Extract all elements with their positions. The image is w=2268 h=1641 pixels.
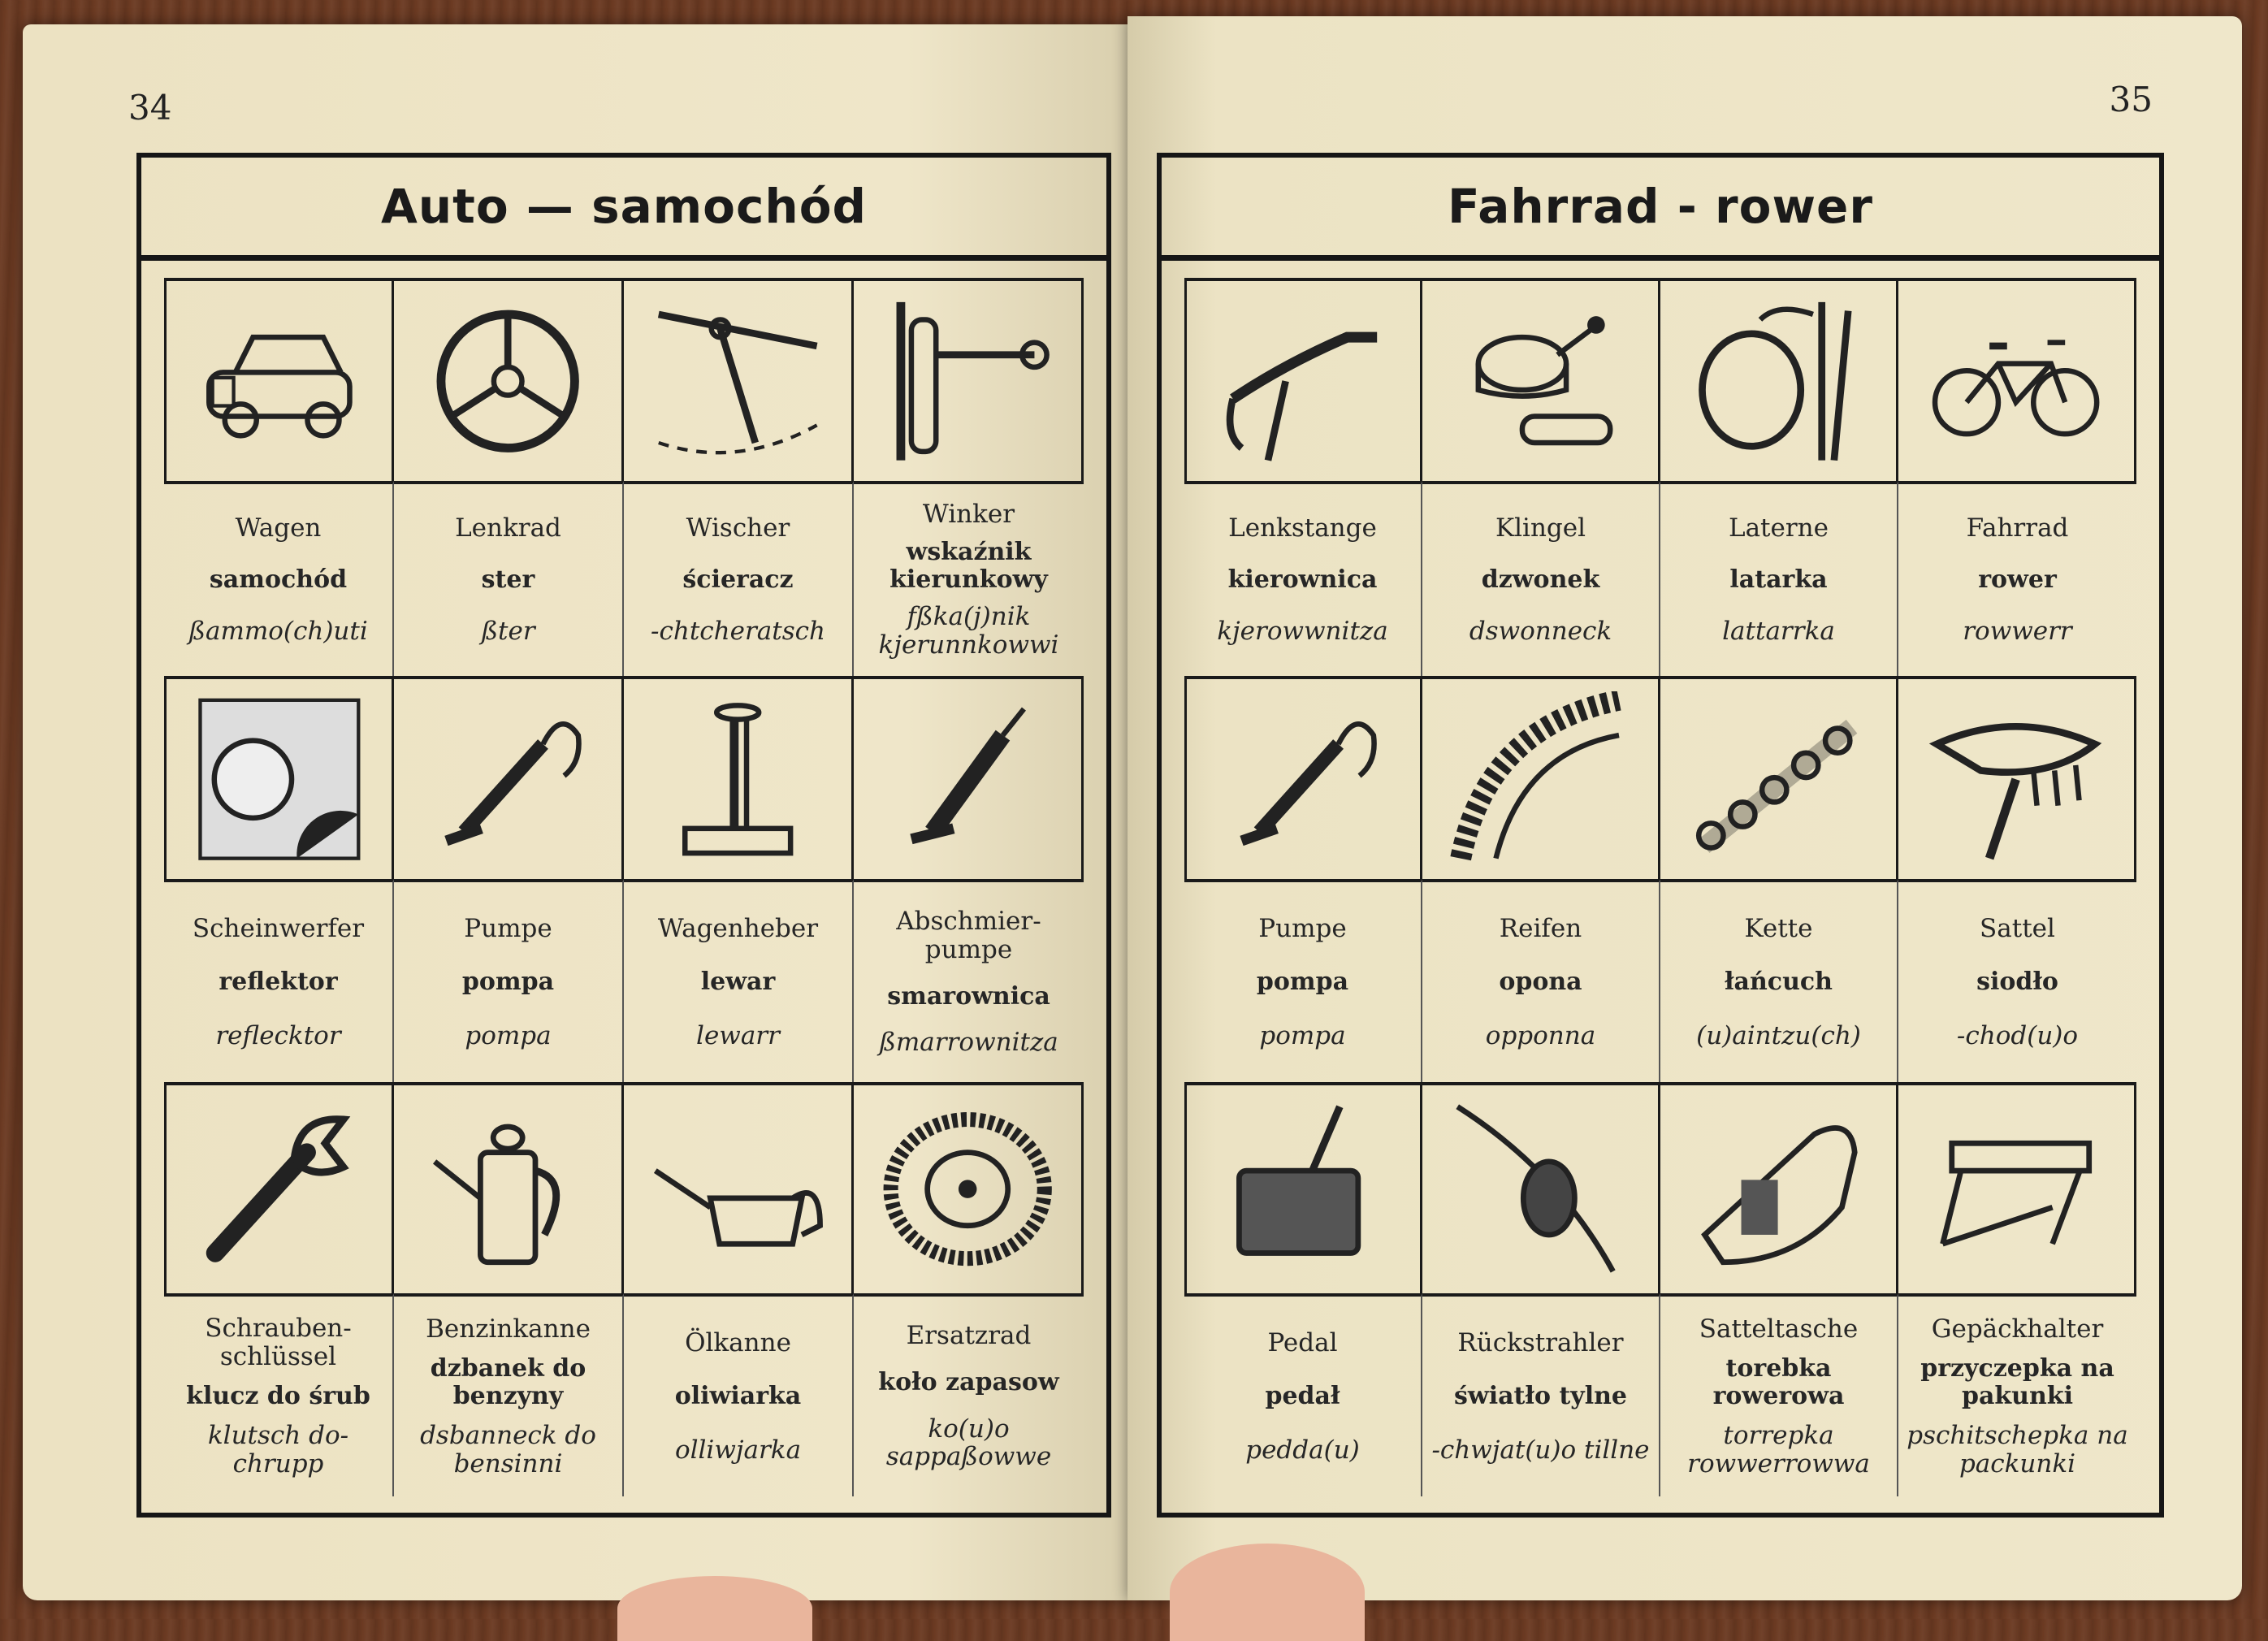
- wiper-icon: [624, 281, 851, 481]
- polish-word: łańcuch: [1725, 968, 1833, 997]
- vocabulary-entry: [1422, 879, 1660, 1082]
- phonetic-spelling: pompa: [1259, 1020, 1346, 1050]
- jack-icon: [624, 679, 851, 879]
- vocabulary-entry: [624, 481, 854, 676]
- german-word: Fahrrad: [1966, 513, 2069, 543]
- illustration-cell: [164, 278, 394, 481]
- illustration-cell: [1898, 676, 2136, 879]
- vocabulary-entry: [624, 879, 854, 1082]
- grease-pump-icon: [854, 679, 1081, 879]
- polish-word: ster: [481, 565, 535, 595]
- german-word: Wagen: [235, 513, 322, 543]
- phonetic-spelling: olliwjarka: [674, 1435, 802, 1465]
- german-word: Wischer: [686, 513, 790, 543]
- vocabulary-entry: [1422, 481, 1660, 676]
- phonetic-spelling: klutsch do-chrupp: [207, 1421, 349, 1479]
- phonetic-spelling: pompa: [465, 1020, 552, 1050]
- vocabulary-frame: [1157, 153, 2164, 1518]
- phonetic-spelling: -chwjat(u)o tillne: [1431, 1435, 1650, 1465]
- handlebar-icon: [1187, 281, 1420, 481]
- german-word: Ersatzrad: [906, 1321, 1032, 1351]
- page-number: 35: [2109, 80, 2153, 119]
- phonetic-spelling: dsbanneck do bensinni: [420, 1420, 596, 1479]
- thumb: [1170, 1544, 1365, 1641]
- german-word: Lenkstange: [1228, 513, 1377, 543]
- pump-icon: [394, 679, 621, 879]
- vocabulary-entry: [394, 1293, 624, 1496]
- page-title: Auto — samochód: [141, 158, 1106, 261]
- polish-word: lewar: [700, 968, 776, 997]
- polish-word: opona: [1499, 968, 1582, 997]
- illustration-cell: [624, 278, 854, 481]
- illustration-cell: [854, 1082, 1084, 1293]
- pedal-icon: [1187, 1085, 1420, 1293]
- headlight-icon: [167, 679, 392, 879]
- pump-icon: [1187, 679, 1420, 879]
- german-word: Pumpe: [1258, 913, 1347, 943]
- phonetic-spelling: lewarr: [696, 1020, 780, 1050]
- polish-word: oliwiarka: [674, 1382, 802, 1411]
- phonetic-spelling: reflecktor: [215, 1020, 341, 1050]
- polish-word: wskaźnik kierunkowy: [889, 538, 1048, 594]
- vocabulary-entry: [1184, 879, 1422, 1082]
- page-title: Fahrrad - rower: [1162, 158, 2159, 261]
- saddle-icon: [1898, 679, 2134, 879]
- polish-word: kierownica: [1227, 565, 1378, 595]
- phonetic-spelling: pschitschepka na packunki: [1907, 1420, 2128, 1479]
- chain-icon: [1660, 679, 1896, 879]
- wrench-icon: [167, 1085, 392, 1293]
- polish-word: torebka rowerowa: [1712, 1354, 1845, 1410]
- illustration-cell: [394, 676, 624, 879]
- polish-word: reflektor: [219, 968, 338, 997]
- bell-icon: [1422, 281, 1658, 481]
- phonetic-spelling: -chod(u)o: [1956, 1020, 2079, 1050]
- spare-wheel-icon: [854, 1085, 1081, 1293]
- oil-can-icon: [624, 1085, 851, 1293]
- vocabulary-entry: [624, 1293, 854, 1496]
- illustration-cell: [624, 1082, 854, 1293]
- german-word: Wagenheber: [657, 913, 819, 943]
- vocabulary-entry: [164, 481, 394, 676]
- vocabulary-entry: [854, 879, 1084, 1082]
- illustration-cell: [1660, 1082, 1898, 1293]
- reflector-icon: [1422, 1085, 1658, 1293]
- vocabulary-entry: [854, 481, 1084, 676]
- german-word: Laterne: [1728, 513, 1829, 543]
- illustration-cell: [1660, 278, 1898, 481]
- vocabulary-entry: [1660, 879, 1898, 1082]
- right-page: [1128, 16, 2242, 1600]
- german-word: Sattel: [1980, 913, 2055, 943]
- page-number: 34: [128, 88, 172, 128]
- polish-word: samochód: [209, 565, 348, 595]
- german-word: Abschmier-pumpe: [896, 907, 1041, 964]
- lamp-icon: [1660, 281, 1896, 481]
- phonetic-spelling: -chtcheratsch: [651, 617, 825, 647]
- carrier-icon: [1898, 1085, 2134, 1293]
- phonetic-spelling: kjerowwnitza: [1217, 617, 1388, 647]
- polish-word: rower: [1978, 565, 2057, 595]
- left-page: [23, 24, 1128, 1600]
- vocabulary-entry: [394, 879, 624, 1082]
- phonetic-spelling: ßter: [481, 617, 535, 647]
- german-word: Rückstrahler: [1457, 1327, 1624, 1357]
- german-word: Scheinwerfer: [192, 913, 365, 943]
- phonetic-spelling: (u)aintzu(ch): [1696, 1020, 1861, 1050]
- polish-word: dzwonek: [1481, 565, 1600, 595]
- phonetic-spelling: ko(u)o sappaßowwe: [885, 1414, 1052, 1472]
- illustration-cell: [1184, 676, 1422, 879]
- illustration-cell: [1422, 1082, 1660, 1293]
- german-word: Benzinkanne: [426, 1314, 591, 1344]
- polish-word: latarka: [1729, 565, 1828, 595]
- phonetic-spelling: torrepka rowwerrowwa: [1687, 1420, 1870, 1479]
- vocabulary-entry: [1898, 879, 2136, 1082]
- phonetic-spelling: fßka(j)nik kjerunnkowwi: [878, 602, 1059, 660]
- german-word: Pedal: [1267, 1327, 1338, 1357]
- tyre-icon: [1422, 679, 1658, 879]
- polish-word: koło zapasow: [878, 1367, 1059, 1396]
- vocabulary-entry: [1184, 1293, 1422, 1496]
- vocabulary-frame: [136, 153, 1111, 1518]
- vocabulary-entry: [854, 1293, 1084, 1496]
- polish-word: klucz do śrub: [186, 1382, 370, 1411]
- german-word: Lenkrad: [455, 513, 561, 543]
- german-word: Gepäckhalter: [1931, 1314, 2104, 1344]
- polish-word: smarownica: [887, 981, 1050, 1011]
- vocabulary-grid: [164, 278, 1084, 1496]
- phonetic-spelling: rowwerr: [1963, 617, 2072, 647]
- phonetic-spelling: pedda(u): [1245, 1435, 1360, 1465]
- illustration-cell: [624, 676, 854, 879]
- german-word: Ölkanne: [685, 1327, 791, 1357]
- illustration-cell: [1184, 1082, 1422, 1293]
- illustration-cell: [394, 278, 624, 481]
- phonetic-spelling: ßmarrownitza: [879, 1028, 1058, 1058]
- vocabulary-grid: [1184, 278, 2136, 1496]
- illustration-cell: [164, 1082, 394, 1293]
- indicator-icon: [854, 281, 1081, 481]
- phonetic-spelling: ßammo(ch)uti: [188, 617, 368, 647]
- polish-word: ścieracz: [682, 565, 794, 595]
- polish-word: dzbanek do benzyny: [430, 1354, 586, 1410]
- polish-word: pompa: [1256, 968, 1349, 997]
- vocabulary-entry: [1898, 481, 2136, 676]
- german-word: Reifen: [1499, 913, 1582, 943]
- vocabulary-entry: [1660, 481, 1898, 676]
- polish-word: pedał: [1265, 1382, 1340, 1411]
- vocabulary-entry: [1184, 481, 1422, 676]
- phonetic-spelling: opponna: [1485, 1020, 1596, 1050]
- phonetic-spelling: dswonneck: [1469, 617, 1612, 647]
- car-icon: [167, 281, 392, 481]
- fuel-can-icon: [394, 1085, 621, 1293]
- german-word: Schrauben-schlüssel: [205, 1314, 352, 1372]
- illustration-cell: [1422, 676, 1660, 879]
- german-word: Kette: [1744, 913, 1813, 943]
- german-word: Winker: [922, 500, 1015, 530]
- bicycle-icon: [1898, 281, 2134, 481]
- illustration-cell: [164, 676, 394, 879]
- vocabulary-entry: [1898, 1293, 2136, 1496]
- german-word: Klingel: [1495, 513, 1586, 543]
- illustration-cell: [854, 278, 1084, 481]
- polish-word: pompa: [461, 968, 555, 997]
- phonetic-spelling: lattarrka: [1722, 617, 1835, 647]
- illustration-cell: [394, 1082, 624, 1293]
- vocabulary-entry: [164, 1293, 394, 1496]
- vocabulary-entry: [394, 481, 624, 676]
- illustration-cell: [854, 676, 1084, 879]
- polish-word: przyczepka na pakunki: [1920, 1354, 2114, 1410]
- german-word: Satteltasche: [1699, 1314, 1859, 1344]
- illustration-cell: [1898, 278, 2136, 481]
- illustration-cell: [1898, 1082, 2136, 1293]
- illustration-cell: [1184, 278, 1422, 481]
- saddle-bag-icon: [1660, 1085, 1896, 1293]
- polish-word: światło tylne: [1454, 1382, 1627, 1411]
- german-word: Pumpe: [464, 913, 552, 943]
- polish-word: siodło: [1976, 968, 2058, 997]
- steering-wheel-icon: [394, 281, 621, 481]
- vocabulary-entry: [164, 879, 394, 1082]
- thumb: [617, 1576, 812, 1641]
- vocabulary-entry: [1660, 1293, 1898, 1496]
- illustration-cell: [1660, 676, 1898, 879]
- vocabulary-entry: [1422, 1293, 1660, 1496]
- illustration-cell: [1422, 278, 1660, 481]
